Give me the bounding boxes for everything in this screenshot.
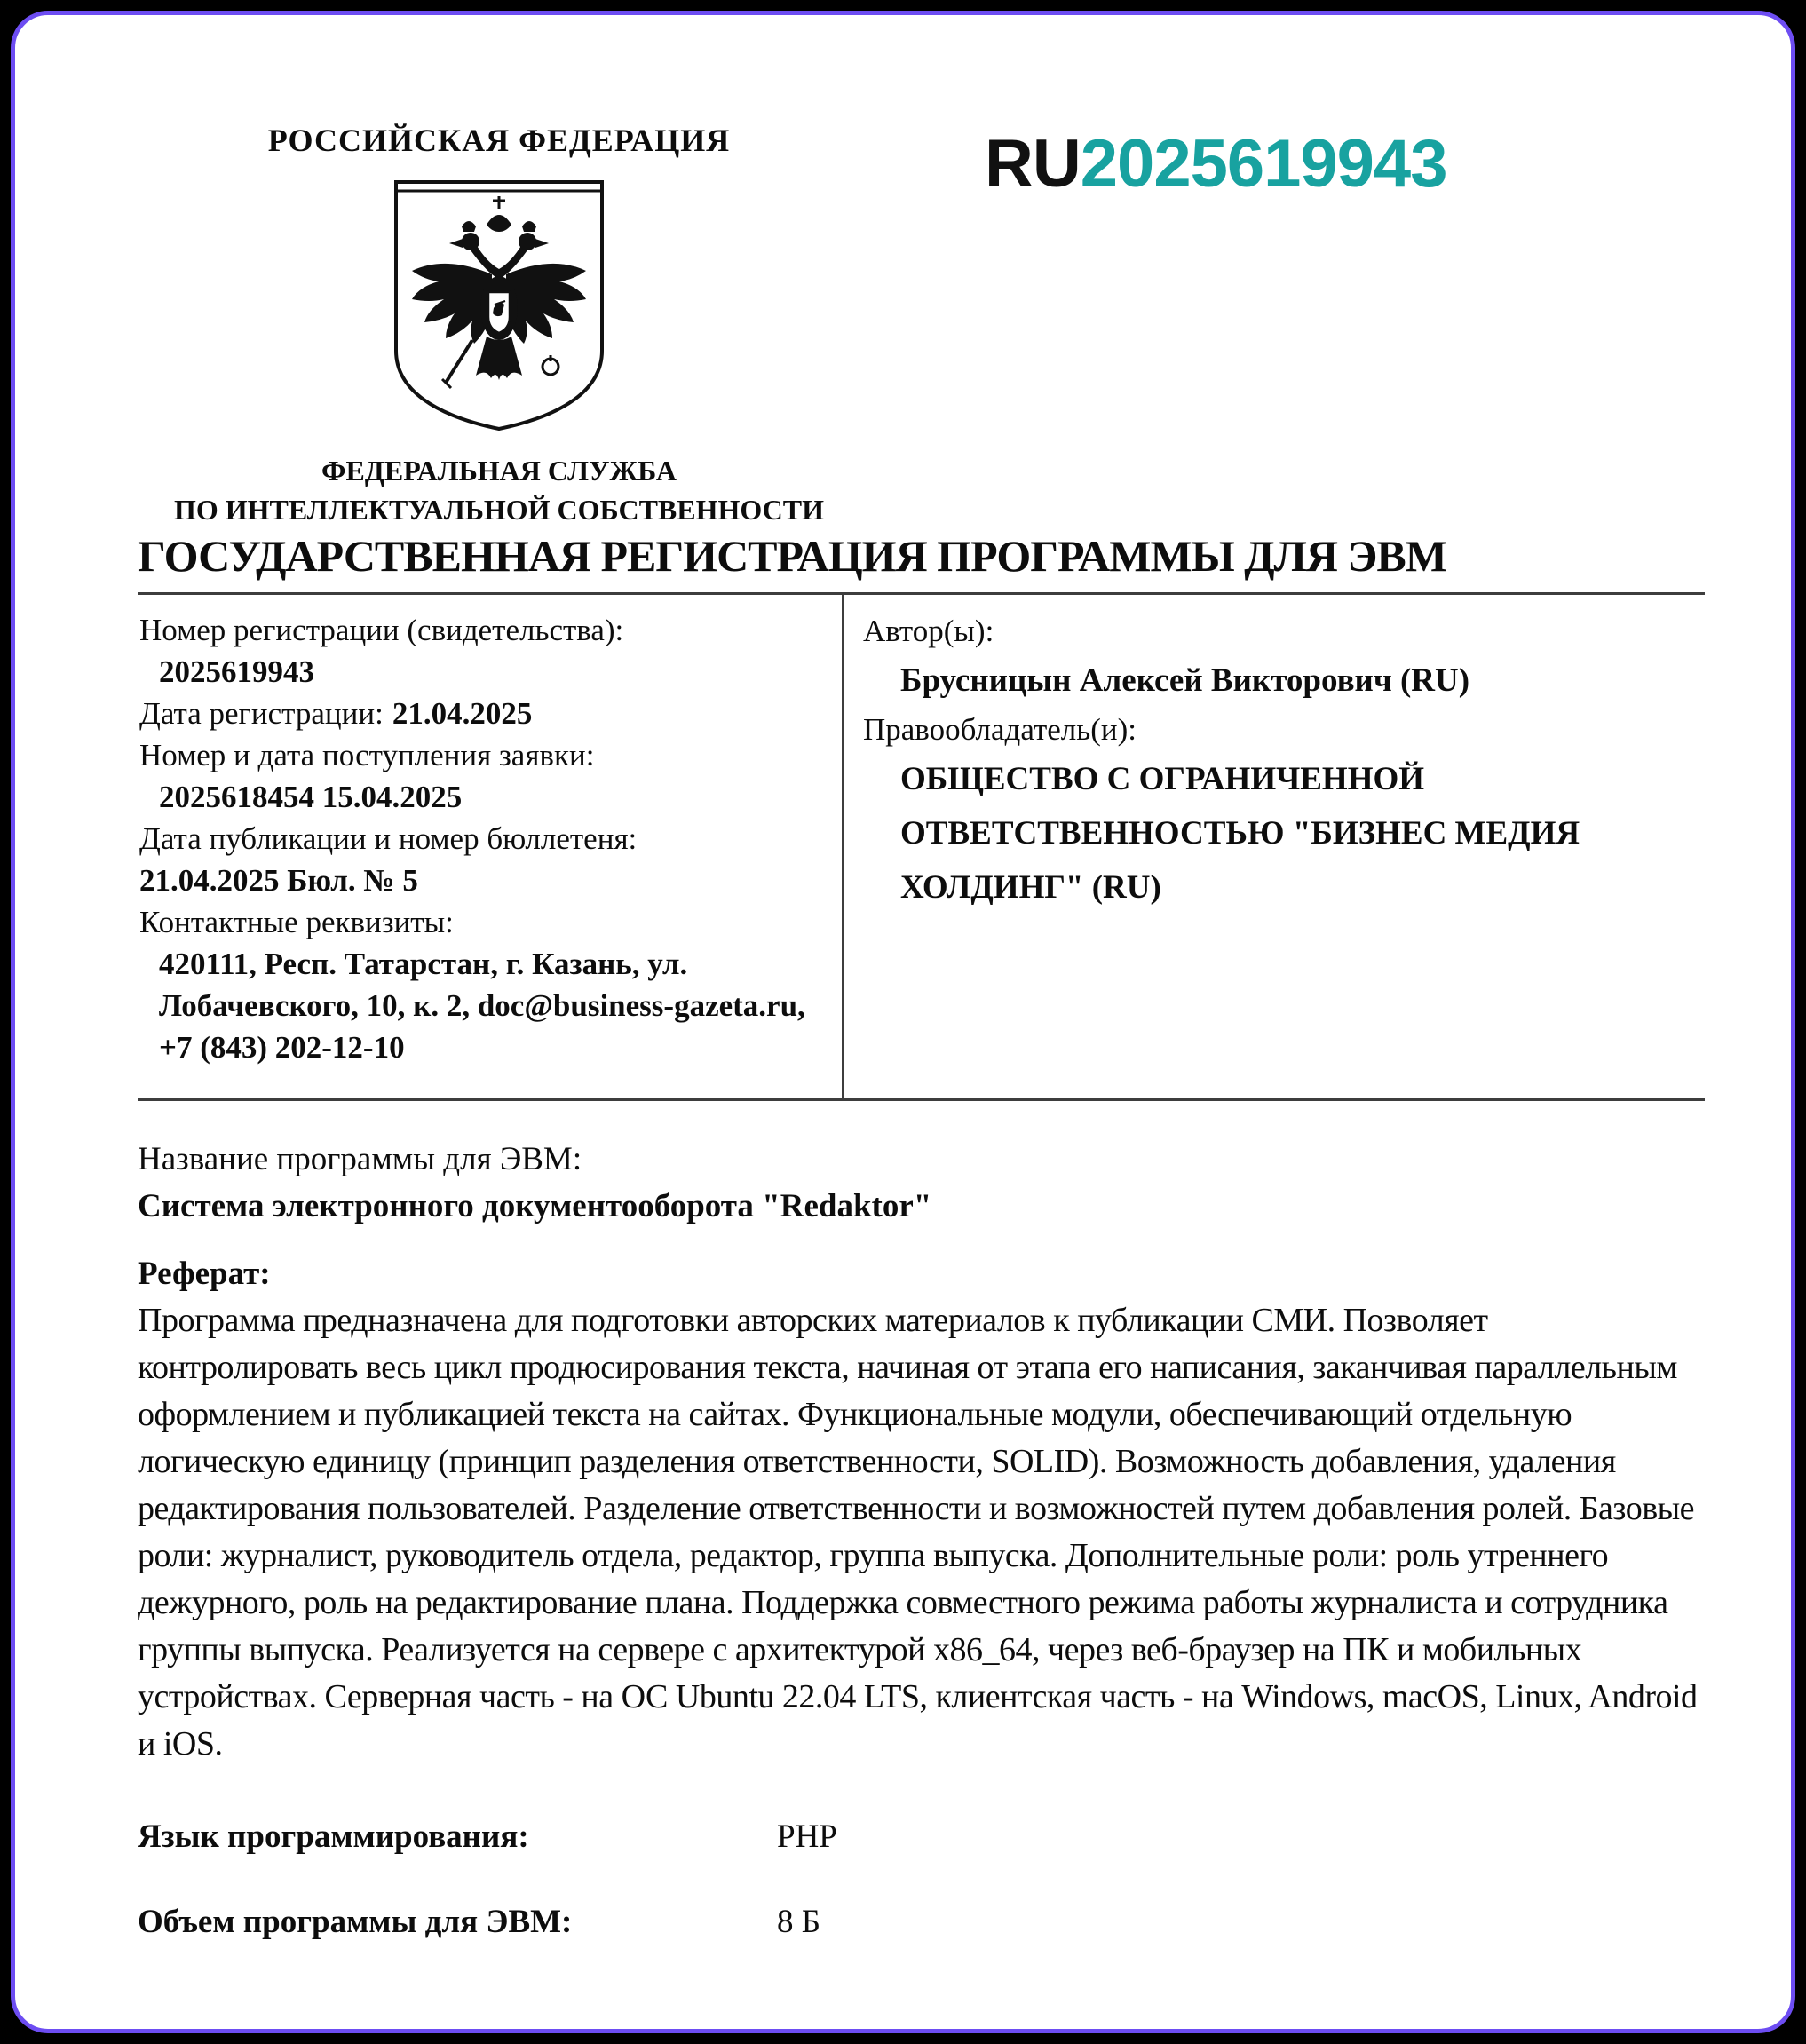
parties-column: [844, 595, 1705, 1098]
authors-label: Автор(ы):: [863, 614, 994, 648]
contacts-value: 420111, Респ. Татарстан, г. Казань, ул. Лобачевского, 10, к. 2, doc@business-gazeta.ru, +7 (843) 202-12-10: [159, 947, 805, 1065]
program-name-block: [138, 1136, 1705, 1230]
agency-name: [117, 451, 881, 529]
header-left-block: [117, 122, 881, 529]
reg-number-label: Номер регистрации (свидетельства):: [139, 613, 624, 647]
doc-title: ГОСУДАРСТВЕННАЯ РЕГИСТРАЦИЯ ПРОГРАММЫ ДЛЯ ЭВМ: [138, 531, 1446, 581]
reg-number-value: 2025619943: [159, 654, 314, 689]
agency-name-line1: ФЕДЕРАЛЬНАЯ СЛУЖБА: [321, 455, 677, 487]
registration-details-column: [138, 595, 844, 1098]
authors-value: Брусницын Алексей Викторович (RU): [900, 662, 1470, 699]
publication-number-digits: 2025619943: [1080, 126, 1447, 202]
contacts-label: Контактные реквизиты:: [139, 905, 454, 939]
reg-date-value: 21.04.2025: [392, 696, 533, 731]
country-title: РОССИЙСКАЯ ФЕДЕРАЦИЯ: [267, 123, 731, 158]
abstract-block: [138, 1253, 1707, 1768]
reg-date-row: [139, 693, 826, 734]
language-label: Язык программирования:: [138, 1818, 529, 1855]
agency-name-line2: ПО ИНТЕЛЛЕКТУАЛЬНОЙ СОБСТВЕННОСТИ: [173, 494, 825, 526]
bulletin-label: Дата публикации и номер бюллетеня:: [139, 821, 638, 856]
rights-holders-value: ОБЩЕСТВО С ОГРАНИЧЕННОЙ ОТВЕТСТВЕННОСТЬЮ "БИЗНЕС МЕДИЯ ХОЛДИНГ" (RU): [900, 761, 1580, 906]
bulletin-value: 21.04.2025 Бюл. № 5: [139, 863, 418, 898]
program-size-value: 8 Б: [777, 1904, 820, 1940]
application-label: Номер и дата поступления заявки:: [139, 738, 595, 772]
application-value: 2025618454 15.04.2025: [159, 780, 463, 814]
reg-date-label: Дата регистрации:: [139, 696, 384, 731]
program-name-label: Название программы для ЭВМ:: [138, 1141, 582, 1177]
publication-number: [985, 126, 1447, 202]
program-size-row: [138, 1901, 820, 1944]
abstract-label: Реферат:: [138, 1256, 271, 1292]
program-name-value: Система электронного документооборота "Redaktor": [138, 1188, 932, 1224]
language-row: [138, 1816, 837, 1858]
publication-country-code: RU: [985, 126, 1081, 202]
rights-holders-label: Правообладатель(и):: [863, 712, 1137, 747]
abstract-text: Программа предназначена для подготовки авторских материалов к публикации СМИ. Позволяет контролировать весь цикл продюсирования текста, начиная от этапа его написания, заканчивая параллельным оформлением и публикацией текста на сайтах. Функциональные модули, обеспечивающий отдельную логическую единицу (принцип разделения ответственности, SOLID). Возможность добавления, удаления редактирования пользователей. Разделение ответственности и возможностей путем добавления ролей. Базовые роли: журналист, руководитель отдела, редактор, группа выпуска. Дополнительные роли: роль утреннего дежурного, роль на редактирование плана. Поддержка совместного режима работы журналиста и сотрудника группы выпуска. Реализуется на сервере с архитектурой x86_64, через веб-браузер на ПК и мобильных устройствах. Серверная часть - на ОС Ubuntu 22.04 LTS, клиентская часть - на Windows, macOS, Linux, Android и iOS.: [138, 1302, 1698, 1763]
registration-table: [138, 592, 1705, 1101]
program-size-label: Объем программы для ЭВМ:: [138, 1904, 573, 1940]
certificate-page: [11, 11, 1795, 2033]
russia-coat-of-arms-icon: [387, 173, 611, 436]
language-value: PHP: [777, 1818, 837, 1855]
